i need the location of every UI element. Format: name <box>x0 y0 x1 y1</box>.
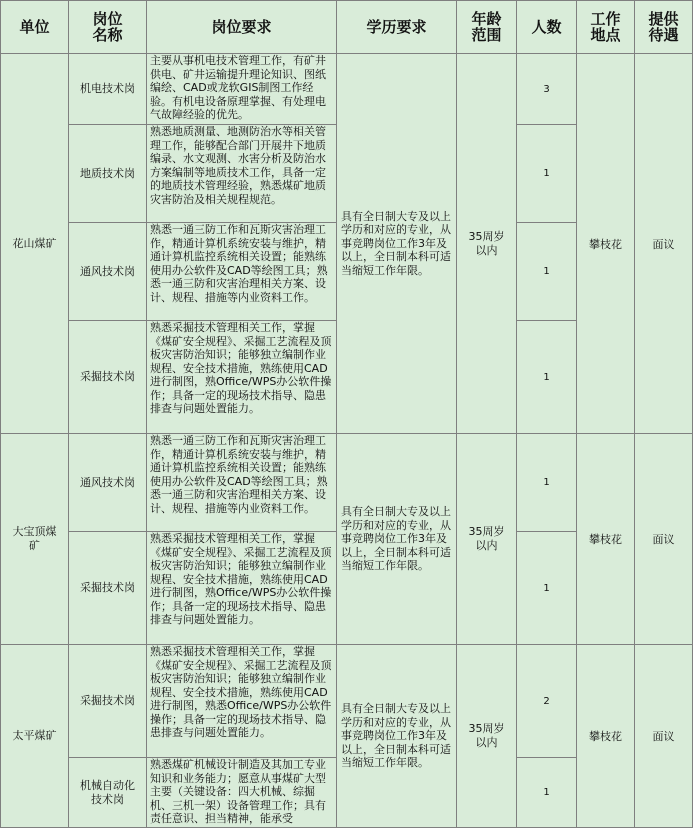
age-cell: 35周岁以内 <box>457 645 517 828</box>
requirements-cell: 熟悉地质测量、地测防治水等相关管理工作，能够配合部门开展井下地质编录、水文观测、水害分析及防治水方案编制等地质技术工作，具备一定的地质技术管理经验，熟悉煤矿地质灾害防治及相关规程规范。 <box>147 125 337 223</box>
position-cell: 通风技术岗 <box>69 434 147 532</box>
count-cell: 1 <box>517 758 577 828</box>
count-cell: 1 <box>517 223 577 321</box>
requirements-cell: 熟悉采掘技术管理相关工作，掌握《煤矿安全规程》、采掘工艺流程及顶板灾害防治知识；能够独立编制作业规程、安全技术措施，熟练使用CAD进行制图，熟Office/WPS办公软件操作；具备一定的现场技术指导、隐患排查与问题处置能力。 <box>147 321 337 434</box>
count-cell: 3 <box>517 54 577 125</box>
location-cell: 攀枝花 <box>577 434 635 645</box>
requirements-cell: 熟悉一通三防工作和瓦斯灾害治理工作，精通计算机系统安装与维护，精通计算机监控系统相关设置；能熟练使用办公软件及CAD等绘图工具；熟悉一通三防和灾害治理相关方案、设计、规程、措施等内业资料工作。 <box>147 223 337 321</box>
age-cell: 35周岁以内 <box>457 434 517 645</box>
position-cell: 地质技术岗 <box>69 125 147 223</box>
position-cell: 机械自动化技术岗 <box>69 758 147 828</box>
table-row <box>1 54 693 125</box>
location-cell: 攀枝花 <box>577 645 635 828</box>
header-unit: 单位 <box>1 1 69 54</box>
requirements-cell: 熟悉采掘技术管理相关工作，掌握《煤矿安全规程》、采掘工艺流程及顶板灾害防治知识；能够独立编制作业规程、安全技术措施，熟练使用CAD进行制图，熟悉Office/WPS办公软件操作；具备一定的现场技术指导、隐患排查与问题处置能力。 <box>147 645 337 758</box>
count-cell: 1 <box>517 532 577 645</box>
position-cell: 采掘技术岗 <box>69 321 147 434</box>
header-position: 岗位名称 <box>69 1 147 54</box>
requirements-cell: 熟悉采掘技术管理相关工作，掌握《煤矿安全规程》、采掘工艺流程及顶板灾害防治知识；能够独立编制作业规程、安全技术措施，熟练使用CAD进行制图，熟Office/WPS办公软件操作；具备一定的现场技术指导、隐患排查与问题处置能力。 <box>147 532 337 645</box>
unit-cell: 太平煤矿 <box>1 645 69 828</box>
table-row <box>1 645 693 758</box>
education-cell: 具有全日制大专及以上学历和对应的专业，从事竞聘岗位工作3年及以上，全日制本科可适当缩短工作年限。 <box>337 54 457 434</box>
header-location: 工作地点 <box>577 1 635 54</box>
count-cell: 1 <box>517 434 577 532</box>
count-cell: 2 <box>517 645 577 758</box>
requirements-cell: 熟悉煤矿机械设计制造及其加工专业知识和业务能力；愿意从事煤矿大型主要（关键设备：四大机械、综掘机、三机一架）设备管理工作；具有责任意识、担当精神，能承受 <box>147 758 337 828</box>
header-count: 人数 <box>517 1 577 54</box>
header-education: 学历要求 <box>337 1 457 54</box>
age-cell: 35周岁以内 <box>457 54 517 434</box>
table-row <box>1 434 693 532</box>
header-requirements: 岗位要求 <box>147 1 337 54</box>
header-treatment: 提供待遇 <box>635 1 693 54</box>
unit-cell: 大宝顶煤矿 <box>1 434 69 645</box>
count-cell: 1 <box>517 321 577 434</box>
header-age: 年龄范围 <box>457 1 517 54</box>
position-cell: 采掘技术岗 <box>69 645 147 758</box>
requirements-cell: 主要从事机电技术管理工作，有矿井供电、矿井运输提升理论知识、图纸编绘、CAD或龙软GIS制图工作经验。有机电设备原理掌握、有处理电气故障经验的优先。 <box>147 54 337 125</box>
position-cell: 采掘技术岗 <box>69 532 147 645</box>
header-row <box>1 1 693 54</box>
treatment-cell: 面议 <box>635 434 693 645</box>
treatment-cell: 面议 <box>635 645 693 828</box>
position-cell: 通风技术岗 <box>69 223 147 321</box>
requirements-cell: 熟悉一通三防工作和瓦斯灾害治理工作，精通计算机系统安装与维护，精通计算机监控系统相关设置；能熟练使用办公软件及CAD等绘图工具；熟悉一通三防和灾害治理相关方案、设计、规程、措施等内业资料工作。 <box>147 434 337 532</box>
position-cell: 机电技术岗 <box>69 54 147 125</box>
count-cell: 1 <box>517 125 577 223</box>
unit-cell: 花山煤矿 <box>1 54 69 434</box>
education-cell: 具有全日制大专及以上学历和对应的专业，从事竞聘岗位工作3年及以上，全日制本科可适当缩短工作年限。 <box>337 645 457 828</box>
treatment-cell: 面议 <box>635 54 693 434</box>
location-cell: 攀枝花 <box>577 54 635 434</box>
education-cell: 具有全日制大专及以上学历和对应的专业，从事竞聘岗位工作3年及以上，全日制本科可适当缩短工作年限。 <box>337 434 457 645</box>
